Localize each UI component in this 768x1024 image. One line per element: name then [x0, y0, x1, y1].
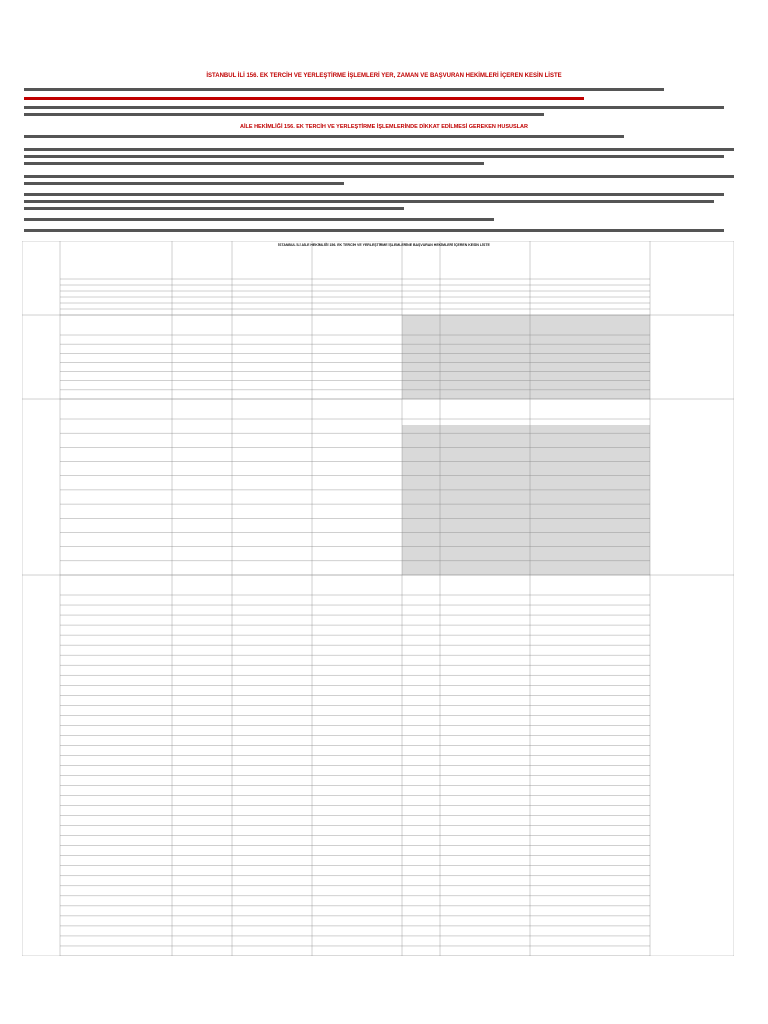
text-line: [24, 218, 494, 221]
text-line: [24, 97, 584, 100]
results-table: [22, 241, 734, 956]
text-line: [24, 113, 544, 116]
text-line: [24, 106, 724, 109]
table-grid: [22, 241, 734, 956]
text-line: [24, 182, 344, 185]
text-line: [24, 207, 404, 210]
text-line: [24, 155, 724, 158]
section-heading: AİLE HEKİMLİĞİ 156. EK TERCİH VE YERLEŞTİRME İŞLEMLERİNDE DİKKAT EDİLMESİ GEREKEN HUSUSLAR: [240, 124, 528, 130]
text-line: [24, 135, 624, 138]
table-title: İSTANBUL İLİ AİLE HEKİMLİĞİ 156. EK TERCİH VE YERLEŞTİRME İŞLEMLERİNE BAŞVURAN HEKİMLERİ İÇEREN KESİN LİSTE: [278, 243, 490, 247]
document-title: İSTANBUL İLİ 156. EK TERCİH VE YERLEŞTİRME İŞLEMLERİ YER, ZAMAN VE BAŞVURAN HEKİMLERİ İÇEREN KESİN LİSTE: [206, 73, 562, 79]
text-line: [24, 175, 734, 178]
text-line: [24, 229, 724, 232]
text-line: [24, 162, 484, 165]
text-line: [24, 148, 734, 151]
table-cell-bg: [402, 315, 650, 399]
text-line: [24, 88, 664, 91]
text-line: [24, 193, 724, 196]
text-line: [24, 200, 714, 203]
